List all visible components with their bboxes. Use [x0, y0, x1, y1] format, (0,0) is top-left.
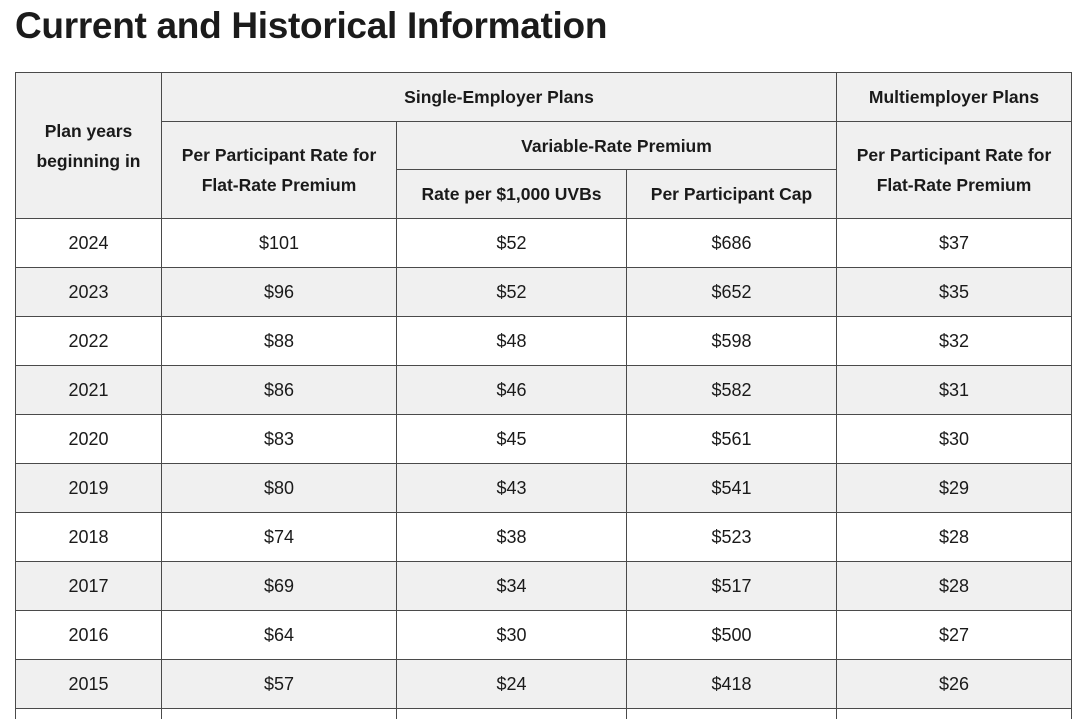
cell-flat-rate [162, 709, 397, 719]
cell-year [16, 709, 162, 719]
cell-cap: $517 [627, 562, 837, 611]
cell-year: 2019 [16, 464, 162, 513]
cell-cap: $598 [627, 317, 837, 366]
cell-multi-flat-rate [837, 709, 1072, 719]
premium-rates-table [15, 72, 1072, 719]
cell-flat-rate: $69 [162, 562, 397, 611]
cell-cap: $500 [627, 611, 837, 660]
cell-flat-rate: $80 [162, 464, 397, 513]
table-row-partial [16, 709, 1072, 719]
cell-variable-rate: $43 [397, 464, 627, 513]
table-row [16, 366, 1072, 415]
cell-cap: $652 [627, 268, 837, 317]
header-variable-rate: Variable-Rate Premium [397, 122, 837, 170]
table-row [16, 317, 1072, 366]
cell-multi-flat-rate: $35 [837, 268, 1072, 317]
header-single-flat-rate: Per Participant Rate for Flat-Rate Premium [162, 122, 397, 219]
cell-multi-flat-rate: $26 [837, 660, 1072, 709]
cell-cap: $541 [627, 464, 837, 513]
cell-year: 2023 [16, 268, 162, 317]
table-row [16, 415, 1072, 464]
table-row [16, 219, 1072, 268]
cell-flat-rate: $57 [162, 660, 397, 709]
cell-year: 2022 [16, 317, 162, 366]
cell-multi-flat-rate: $28 [837, 562, 1072, 611]
cell-cap: $561 [627, 415, 837, 464]
cell-multi-flat-rate: $37 [837, 219, 1072, 268]
header-plan-years: Plan years beginning in [16, 73, 162, 219]
cell-flat-rate: $96 [162, 268, 397, 317]
table-row [16, 464, 1072, 513]
cell-variable-rate: $48 [397, 317, 627, 366]
table-row [16, 268, 1072, 317]
cell-variable-rate: $30 [397, 611, 627, 660]
header-single-employer: Single-Employer Plans [162, 73, 837, 122]
cell-cap: $582 [627, 366, 837, 415]
cell-multi-flat-rate: $30 [837, 415, 1072, 464]
table-row [16, 562, 1072, 611]
page-title: Current and Historical Information [15, 5, 608, 46]
cell-year: 2020 [16, 415, 162, 464]
cell-flat-rate: $101 [162, 219, 397, 268]
cell-year: 2021 [16, 366, 162, 415]
header-multi-flat-rate: Per Participant Rate for Flat-Rate Premium [837, 122, 1072, 219]
table-row [16, 513, 1072, 562]
cell-variable-rate: $24 [397, 660, 627, 709]
cell-year: 2018 [16, 513, 162, 562]
cell-year: 2017 [16, 562, 162, 611]
cell-cap: $686 [627, 219, 837, 268]
cell-cap [627, 709, 837, 719]
cell-cap: $523 [627, 513, 837, 562]
cell-variable-rate: $34 [397, 562, 627, 611]
cell-cap: $418 [627, 660, 837, 709]
table-row [16, 660, 1072, 709]
cell-multi-flat-rate: $31 [837, 366, 1072, 415]
cell-multi-flat-rate: $27 [837, 611, 1072, 660]
cell-variable-rate: $52 [397, 219, 627, 268]
cell-variable-rate [397, 709, 627, 719]
cell-multi-flat-rate: $29 [837, 464, 1072, 513]
cell-flat-rate: $74 [162, 513, 397, 562]
cell-flat-rate: $86 [162, 366, 397, 415]
cell-year: 2016 [16, 611, 162, 660]
cell-year: 2024 [16, 219, 162, 268]
cell-multi-flat-rate: $28 [837, 513, 1072, 562]
header-rate-per-uvb: Rate per $1,000 UVBs [397, 170, 627, 219]
cell-variable-rate: $38 [397, 513, 627, 562]
cell-variable-rate: $52 [397, 268, 627, 317]
cell-flat-rate: $88 [162, 317, 397, 366]
cell-multi-flat-rate: $32 [837, 317, 1072, 366]
cell-variable-rate: $45 [397, 415, 627, 464]
cell-flat-rate: $64 [162, 611, 397, 660]
cell-year: 2015 [16, 660, 162, 709]
header-multiemployer: Multiemployer Plans [837, 73, 1072, 122]
table-row [16, 611, 1072, 660]
header-per-participant-cap: Per Participant Cap [627, 170, 837, 219]
cell-variable-rate: $46 [397, 366, 627, 415]
cell-flat-rate: $83 [162, 415, 397, 464]
